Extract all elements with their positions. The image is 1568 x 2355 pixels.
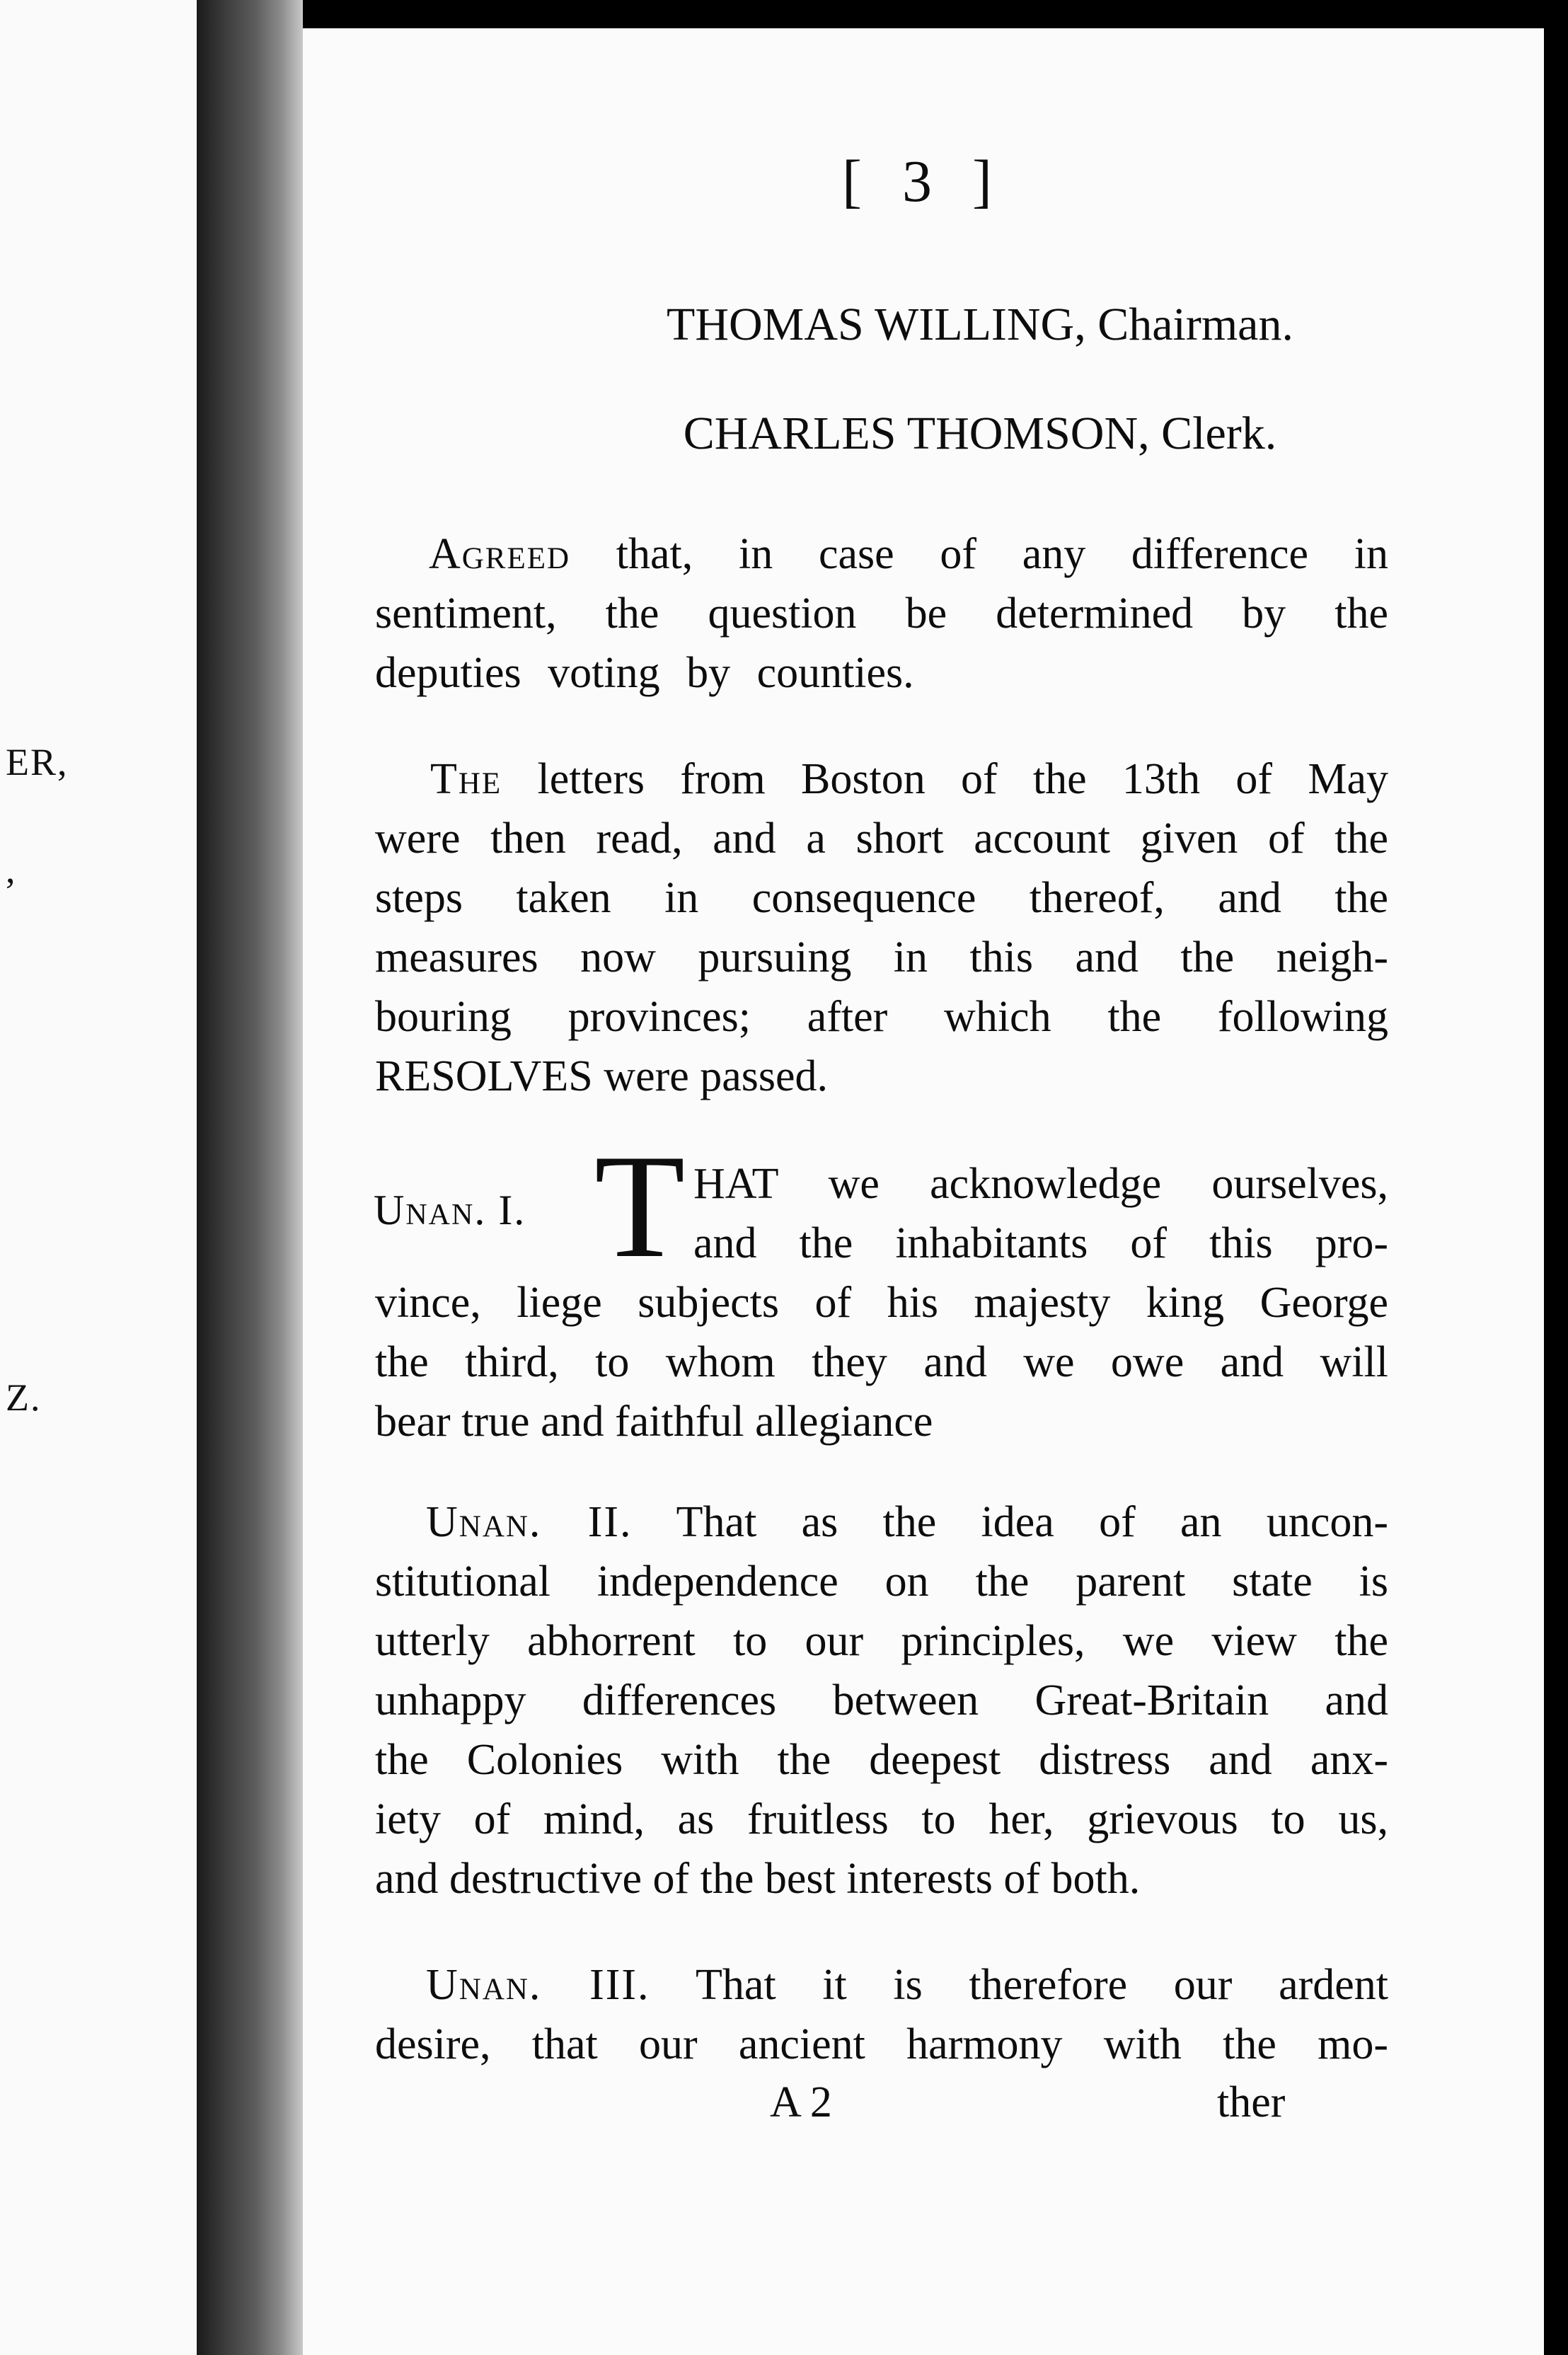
para1-line: deputies voting by counties. [375, 649, 914, 697]
catchword: ther [1217, 2078, 1286, 2126]
resolve1-label: Unan. I. [374, 1187, 526, 1233]
page-number: [ 3 ] [842, 149, 1005, 214]
chairman-heading: THOMAS WILLING, Chairman. [667, 299, 1293, 350]
resolve1-line: the third, to whom they and we owe and will [375, 1338, 1388, 1386]
resolve1-line: bear true and faithful allegiance [375, 1398, 933, 1446]
para2-lead: The [430, 755, 502, 803]
para2-line: steps taken in consequence thereof, and the [375, 874, 1388, 922]
left-page-edge [0, 0, 197, 2355]
drop-cap: T [594, 1124, 686, 1289]
resolve2-line: Unan. II. That as the idea of an uncon- [426, 1498, 1388, 1546]
resolve1-line: vince, liege subjects of his majesty king George [375, 1279, 1388, 1327]
book-gutter [197, 0, 303, 2355]
resolve2-label: Unan. II. [426, 1498, 633, 1546]
para2-line: The letters from Boston of the 13th of May [430, 755, 1388, 803]
para2-line: measures now pursuing in this and the neigh- [375, 933, 1388, 981]
signature-mark: A 2 [770, 2078, 832, 2126]
clerk-heading: CHARLES THOMSON, Clerk. [683, 408, 1277, 459]
scan-border [1544, 0, 1568, 2355]
left-page-fragment: Z. [6, 1376, 42, 1419]
page-text [303, 28, 1544, 2355]
para1-lead: Agreed [429, 530, 571, 578]
resolve2-line: stitutional independence on the parent state is [375, 1557, 1388, 1606]
para2-line: RESOLVES were passed. [375, 1052, 829, 1100]
resolve2-line: the Colonies with the deepest distress and anx- [375, 1736, 1388, 1784]
right-page [303, 28, 1544, 2355]
resolve3-label: Unan. III. [426, 1961, 650, 2009]
resolve3-line: desire, that our ancient harmony with the mo- [375, 2020, 1388, 2068]
resolve1-line: HAT we acknowledge ourselves, [693, 1160, 1388, 1208]
para2-line: bouring provinces; after which the following [375, 993, 1388, 1041]
para1-line: sentiment, the question be determined by the [375, 589, 1388, 638]
resolve2-line: and destructive of the best interests of both. [375, 1855, 1141, 1903]
resolve2-line: unhappy differences between Great-Britain and [375, 1676, 1388, 1724]
resolve3-line: Unan. III. That it is therefore our ardent [426, 1961, 1389, 2009]
para1-line: Agreed that, in case of any difference in [429, 530, 1388, 578]
resolve2-line: iety of mind, as fruitless to her, grievous to us, [375, 1795, 1388, 1843]
resolve2-line: utterly abhorrent to our principles, we view the [375, 1617, 1388, 1665]
left-page-fragment: , [6, 848, 17, 891]
left-page-fragment: ER, [6, 741, 69, 783]
para2-line: were then read, and a short account given of the [375, 814, 1388, 863]
resolve1-line: and the inhabitants of this pro- [693, 1219, 1388, 1267]
